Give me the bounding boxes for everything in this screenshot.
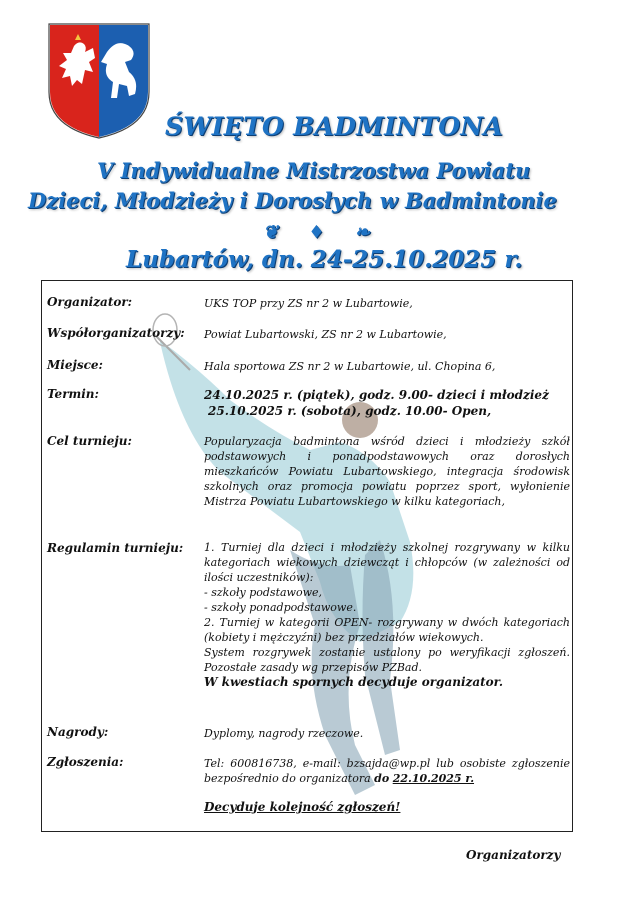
- label-miejsce: Miejsce:: [47, 358, 103, 372]
- value-organizator: UKS TOP przy ZS nr 2 w Lubartowie,: [204, 297, 413, 310]
- regulamin-bullet-2: - szkoły ponadpodstawowe.: [204, 601, 357, 614]
- regulamin-point-1: 1. Turniej dla dzieci i młodzieży szkolnej rozgrywany w kilku kategoriach wiekowych dziewcząt i chłopców (w zależności od ilości uczestników):: [204, 541, 570, 584]
- zgloszenia-decision: Decyduje kolejność zgłoszeń!: [204, 800, 401, 814]
- value-zgloszenia: [204, 756, 570, 786]
- zgloszenia-contact: Tel: 600816738, e-mail: bzsajda@wp.pl lub osobiste zgłoszenie bezpośrednio do organizatora: [204, 757, 570, 785]
- value-wspolorganizatorzy: Powiat Lubartowski, ZS nr 2 w Lubartowie,: [204, 328, 447, 341]
- termin-day-1: 24.10.2025 r. (piątek), godz. 9.00- dzieci i młodzież: [204, 388, 549, 402]
- regulamin-point-2: 2. Turniej w kategorii OPEN- rozgrywany w dwóch kategoriach (kobiety i mężczyźni) bez przedziałów wiekowych.: [204, 616, 570, 644]
- organizers-signature: Organizatorzy: [466, 848, 561, 862]
- ornament-divider: ❦ ♦ ❧: [263, 222, 382, 243]
- label-zgloszenia: Zgłoszenia:: [47, 755, 124, 769]
- coat-of-arms-logo: [47, 22, 151, 140]
- regulamin-bullet-1: - szkoły podstawowe,: [204, 586, 323, 599]
- label-wspolorganizatorzy: Współorganizatorzy:: [47, 326, 185, 340]
- zgloszenia-do: do: [374, 772, 390, 785]
- label-nagrody: Nagrody:: [47, 725, 109, 739]
- value-cel: Popularyzacja badmintona wśród dzieci i młodzieży szkół podstawowych i ponadpodstawowych oraz dorosłych mieszkańców Powiatu Lubartowskiego, integracja środowisk szkolnych oraz promocja powiatu poprzez sport, wyłonienie Mistrza Powiatu Lubartowskiego w kilku kategoriach,: [204, 435, 570, 508]
- subtitle-line-1: V Indywidualne Mistrzostwa Powiatu: [97, 158, 531, 183]
- place-and-date: Lubartów, dn. 24-25.10.2025 r.: [126, 246, 523, 273]
- label-cel: Cel turnieju:: [47, 434, 132, 448]
- label-regulamin: Regulamin turnieju:: [47, 541, 184, 555]
- value-nagrody: Dyplomy, nagrody rzeczowe.: [204, 727, 364, 740]
- termin-day-2: 25.10.2025 r. (sobota), godz. 10.00- Open,: [208, 404, 492, 418]
- value-termin: [204, 387, 570, 419]
- label-termin: Termin:: [47, 387, 99, 401]
- regulamin-dispute: W kwestiach spornych decyduje organizator.: [204, 675, 504, 689]
- regulamin-system: System rozgrywek zostanie ustalony po weryfikacji zgłoszeń. Pozostałe zasady wg przepisów PZBad.: [204, 646, 570, 674]
- value-miejsce: Hala sportowa ZS nr 2 w Lubartowie, ul. Chopina 6,: [204, 360, 496, 373]
- zgloszenia-deadline: 22.10.2025 r.: [392, 772, 475, 785]
- label-organizator: Organizator:: [47, 295, 133, 309]
- subtitle-line-2: Dzieci, Młodzieży i Dorosłych w Badmintonie: [28, 188, 557, 213]
- event-title: ŚWIĘTO BADMINTONA: [165, 112, 504, 141]
- value-regulamin: [204, 540, 570, 690]
